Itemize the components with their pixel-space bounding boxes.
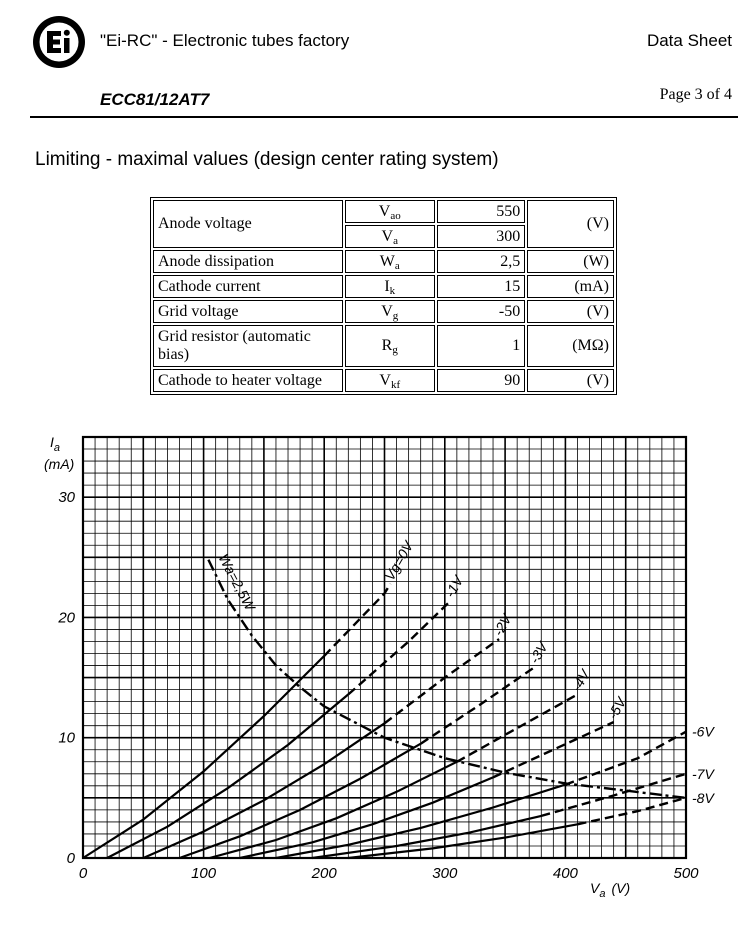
anode-characteristics-plot: [0, 425, 750, 925]
curve-label: Vg=0V: [381, 538, 417, 584]
param-unit: (mA): [527, 275, 614, 298]
x-tick-label: 100: [191, 865, 217, 882]
ei-logo: [33, 16, 85, 68]
param-value: 300: [437, 225, 525, 248]
y-tick-label: 0: [66, 850, 75, 867]
param-name: Cathode to heater voltage: [153, 369, 343, 392]
param-value: 550: [437, 200, 525, 223]
page-number: Page 3 of 4: [659, 86, 732, 103]
limits-table: [150, 197, 617, 395]
x-tick-label: 400: [552, 865, 578, 882]
y-tick-label: 10: [58, 729, 75, 747]
x-tick-label: 0: [78, 865, 88, 882]
param-unit: (W): [527, 250, 614, 273]
param-symbol: $I_k$: [345, 275, 435, 298]
param-name: Cathode current: [153, 275, 343, 298]
param-value: 1: [437, 325, 525, 367]
param-name: Grid voltage: [153, 300, 343, 323]
table-row: [153, 250, 614, 273]
param-value: 90: [437, 369, 525, 392]
param-unit: (V): [527, 300, 614, 323]
param-value: 15: [437, 275, 525, 298]
param-name: Anode dissipation: [153, 250, 343, 273]
table-row: [153, 200, 614, 223]
param-unit: (MΩ): [527, 325, 614, 367]
param-unit: (V): [527, 369, 614, 392]
curve-label: -5V: [604, 694, 630, 722]
param-symbol: $V_g$: [345, 300, 435, 323]
param-symbol: $V_a$: [345, 225, 435, 248]
y-axis-unit: (mA): [44, 456, 75, 472]
curve-label: -6V: [692, 723, 714, 740]
curve-label: -1V: [441, 573, 467, 601]
characteristics-chart: [0, 425, 750, 925]
curve-label: -2V: [489, 611, 515, 639]
curve-dashed: [324, 584, 390, 656]
document-type: Data Sheet: [646, 31, 732, 50]
param-value: 2,5: [437, 250, 525, 273]
table-row: [153, 369, 614, 392]
param-name: Anode voltage: [153, 200, 343, 248]
section-title: Limiting - maximal values (design center rating system): [35, 149, 499, 170]
table-row: [153, 275, 614, 298]
curve-label: -3V: [525, 639, 551, 667]
param-symbol: $V_{kf}$: [345, 369, 435, 392]
param-symbol: $V_{ao}$: [345, 200, 435, 223]
param-unit: (V): [527, 200, 614, 248]
x-tick-label: 300: [432, 865, 458, 882]
dissipation-label: Wa=2,5W: [215, 551, 259, 614]
param-value: -50: [437, 300, 525, 323]
curve-label: -8V: [692, 789, 714, 806]
x-tick-label: 500: [673, 865, 699, 882]
company-name: "Ei-RC" - Electronic tubes factory: [100, 31, 350, 50]
tube-model: ECC81/12AT7: [100, 90, 210, 109]
y-tick-label: 30: [58, 489, 75, 507]
x-axis-label: $V_a$ (V): [590, 880, 631, 900]
header-divider: [30, 116, 738, 118]
table-row: [153, 325, 614, 367]
param-name: Grid resistor (automatic bias): [153, 325, 343, 367]
curve-solid: [348, 824, 577, 858]
curve-dashed: [578, 798, 687, 824]
curve-label: -4V: [568, 667, 593, 694]
param-symbol: $R_g$: [345, 325, 435, 367]
x-tick-label: 200: [311, 865, 337, 882]
curve-label: -7V: [692, 765, 714, 782]
y-tick-label: 20: [58, 609, 75, 627]
curve-dashed: [385, 639, 500, 723]
param-symbol: $W_a$: [345, 250, 435, 273]
y-axis-label: $I_a$: [50, 434, 61, 454]
table-row: [153, 300, 614, 323]
